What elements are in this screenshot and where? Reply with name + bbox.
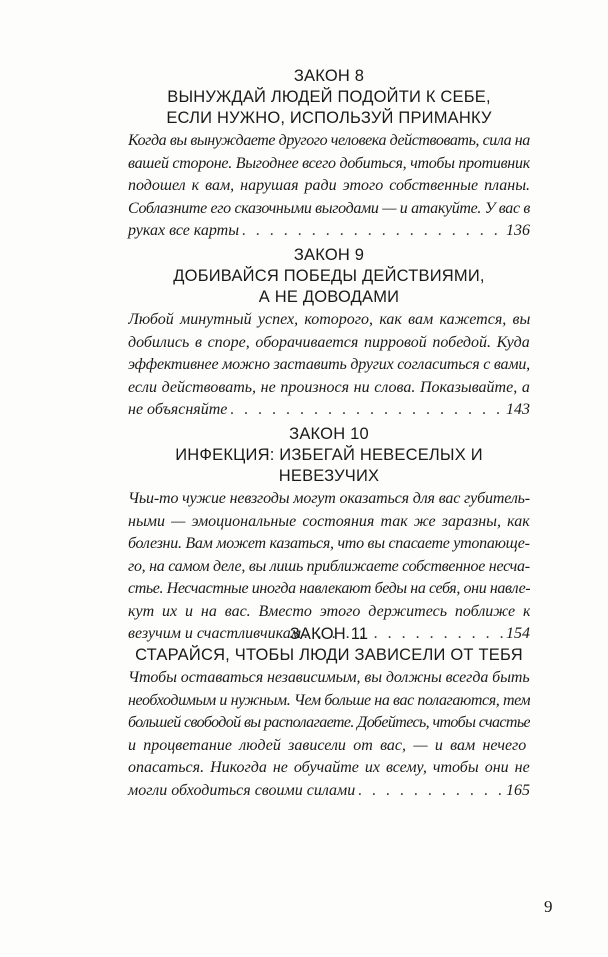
law-number: ЗАКОН 8 bbox=[293, 67, 365, 85]
law-title-line: ИНФЕКЦИЯ: ИЗБЕГАЙ НЕВЕСЕЛЫХ И НЕВЕЗУЧИХ bbox=[175, 446, 483, 485]
law-title-line: ВЫНУЖДАЙ ЛЮДЕЙ ПОДОЙТИ К СЕБЕ, bbox=[167, 88, 491, 106]
desc-line-end: могли обходиться своими силами bbox=[128, 781, 356, 799]
desc-line: Чьи-то чужие невзгоды могут оказаться для вас губитель- bbox=[128, 490, 530, 507]
desc-line: эффективнее можно заставить других согласиться с вами, bbox=[128, 356, 530, 373]
desc-last-line bbox=[128, 780, 530, 803]
desc-line: подошел к вам, нарушая ради этого собственные планы. bbox=[128, 177, 530, 194]
dot-leader bbox=[230, 399, 503, 422]
desc-line: если действовать, не произнося ни слова. Показывайте, а bbox=[128, 378, 530, 396]
page-ref: 136 bbox=[506, 222, 530, 239]
page-ref: 154 bbox=[506, 625, 530, 642]
desc-line-end: не объясняйте bbox=[128, 401, 228, 418]
desc-line: опасаться. Никогда не обучайте их всему, чтобы они не bbox=[128, 759, 530, 776]
desc-line: вашей стороне. Выгоднее всего добиться, чтобы противник bbox=[128, 154, 530, 172]
law-number: ЗАКОН 10 bbox=[289, 425, 369, 443]
desc-line: большей свободой вы располагаете. Добейтесь, чтобы счастье bbox=[128, 714, 530, 731]
law-description bbox=[128, 667, 530, 802]
page-ref: 143 bbox=[506, 401, 530, 418]
desc-line-end: руках все карты bbox=[128, 222, 240, 239]
law-description bbox=[128, 309, 530, 422]
desc-line: го, на самом деле, вы лишь приближаете собственное несча- bbox=[128, 557, 530, 575]
law-title-line: ДОБИВАЙСЯ ПОБЕДЫ ДЕЙСТВИЯМИ, bbox=[173, 267, 485, 285]
desc-line: необходимым и нужным. Чем больше на вас полагаются, тем bbox=[128, 691, 530, 709]
law-description bbox=[128, 130, 530, 243]
law-11 bbox=[128, 624, 530, 802]
desc-line: Соблазните его сказочными выгодами — и атакуйте. У вас в bbox=[128, 199, 530, 217]
desc-last-line bbox=[128, 399, 530, 422]
page-number: 9 bbox=[544, 897, 553, 916]
law-title-line: СТАРАЙСЯ, ЧТОБЫ ЛЮДИ ЗАВИСЕЛИ ОТ ТЕБЯ bbox=[135, 646, 523, 664]
desc-line: стье. Несчастные иногда навлекают беды на себя, они навле- bbox=[128, 580, 530, 597]
desc-line: Любой минутный успех, которого, как вам кажется, вы bbox=[128, 311, 530, 328]
law-number: ЗАКОН 9 bbox=[293, 246, 365, 264]
desc-line: добились в споре, оборачивается пирровой победой. Куда bbox=[128, 333, 530, 351]
law-number: ЗАКОН 11 bbox=[289, 625, 369, 643]
desc-line: кут их и на вас. Вместо этого держитесь поближе к bbox=[128, 602, 530, 620]
desc-line: и процветание людей зависели от вас, — и вам нечего bbox=[128, 736, 527, 754]
law-title-line: ЕСЛИ НУЖНО, ИСПОЛЬЗУЙ ПРИМАНКУ bbox=[166, 109, 492, 127]
law-8 bbox=[128, 66, 530, 243]
dot-leader bbox=[242, 220, 503, 243]
desc-line: ными — эмоциональные состояния так же заразны, как bbox=[128, 512, 530, 530]
law-9 bbox=[128, 245, 530, 422]
law-title-line: А НЕ ДОВОДАМИ bbox=[258, 288, 400, 306]
desc-line: Чтобы оставаться независимым, вы должны всегда быть bbox=[128, 669, 530, 686]
page-ref: 165 bbox=[506, 781, 530, 799]
desc-line: Когда вы вынуждаете другого человека действовать, сила на bbox=[128, 132, 530, 149]
law-10 bbox=[128, 424, 530, 646]
law-description bbox=[128, 488, 530, 646]
desc-line: болезни. Вам может казаться, что вы спасаете утопающе- bbox=[128, 535, 530, 552]
desc-last-line bbox=[128, 220, 530, 243]
dot-leader bbox=[358, 780, 503, 803]
desc-line-end: везучим и счастливчикам bbox=[128, 625, 301, 642]
